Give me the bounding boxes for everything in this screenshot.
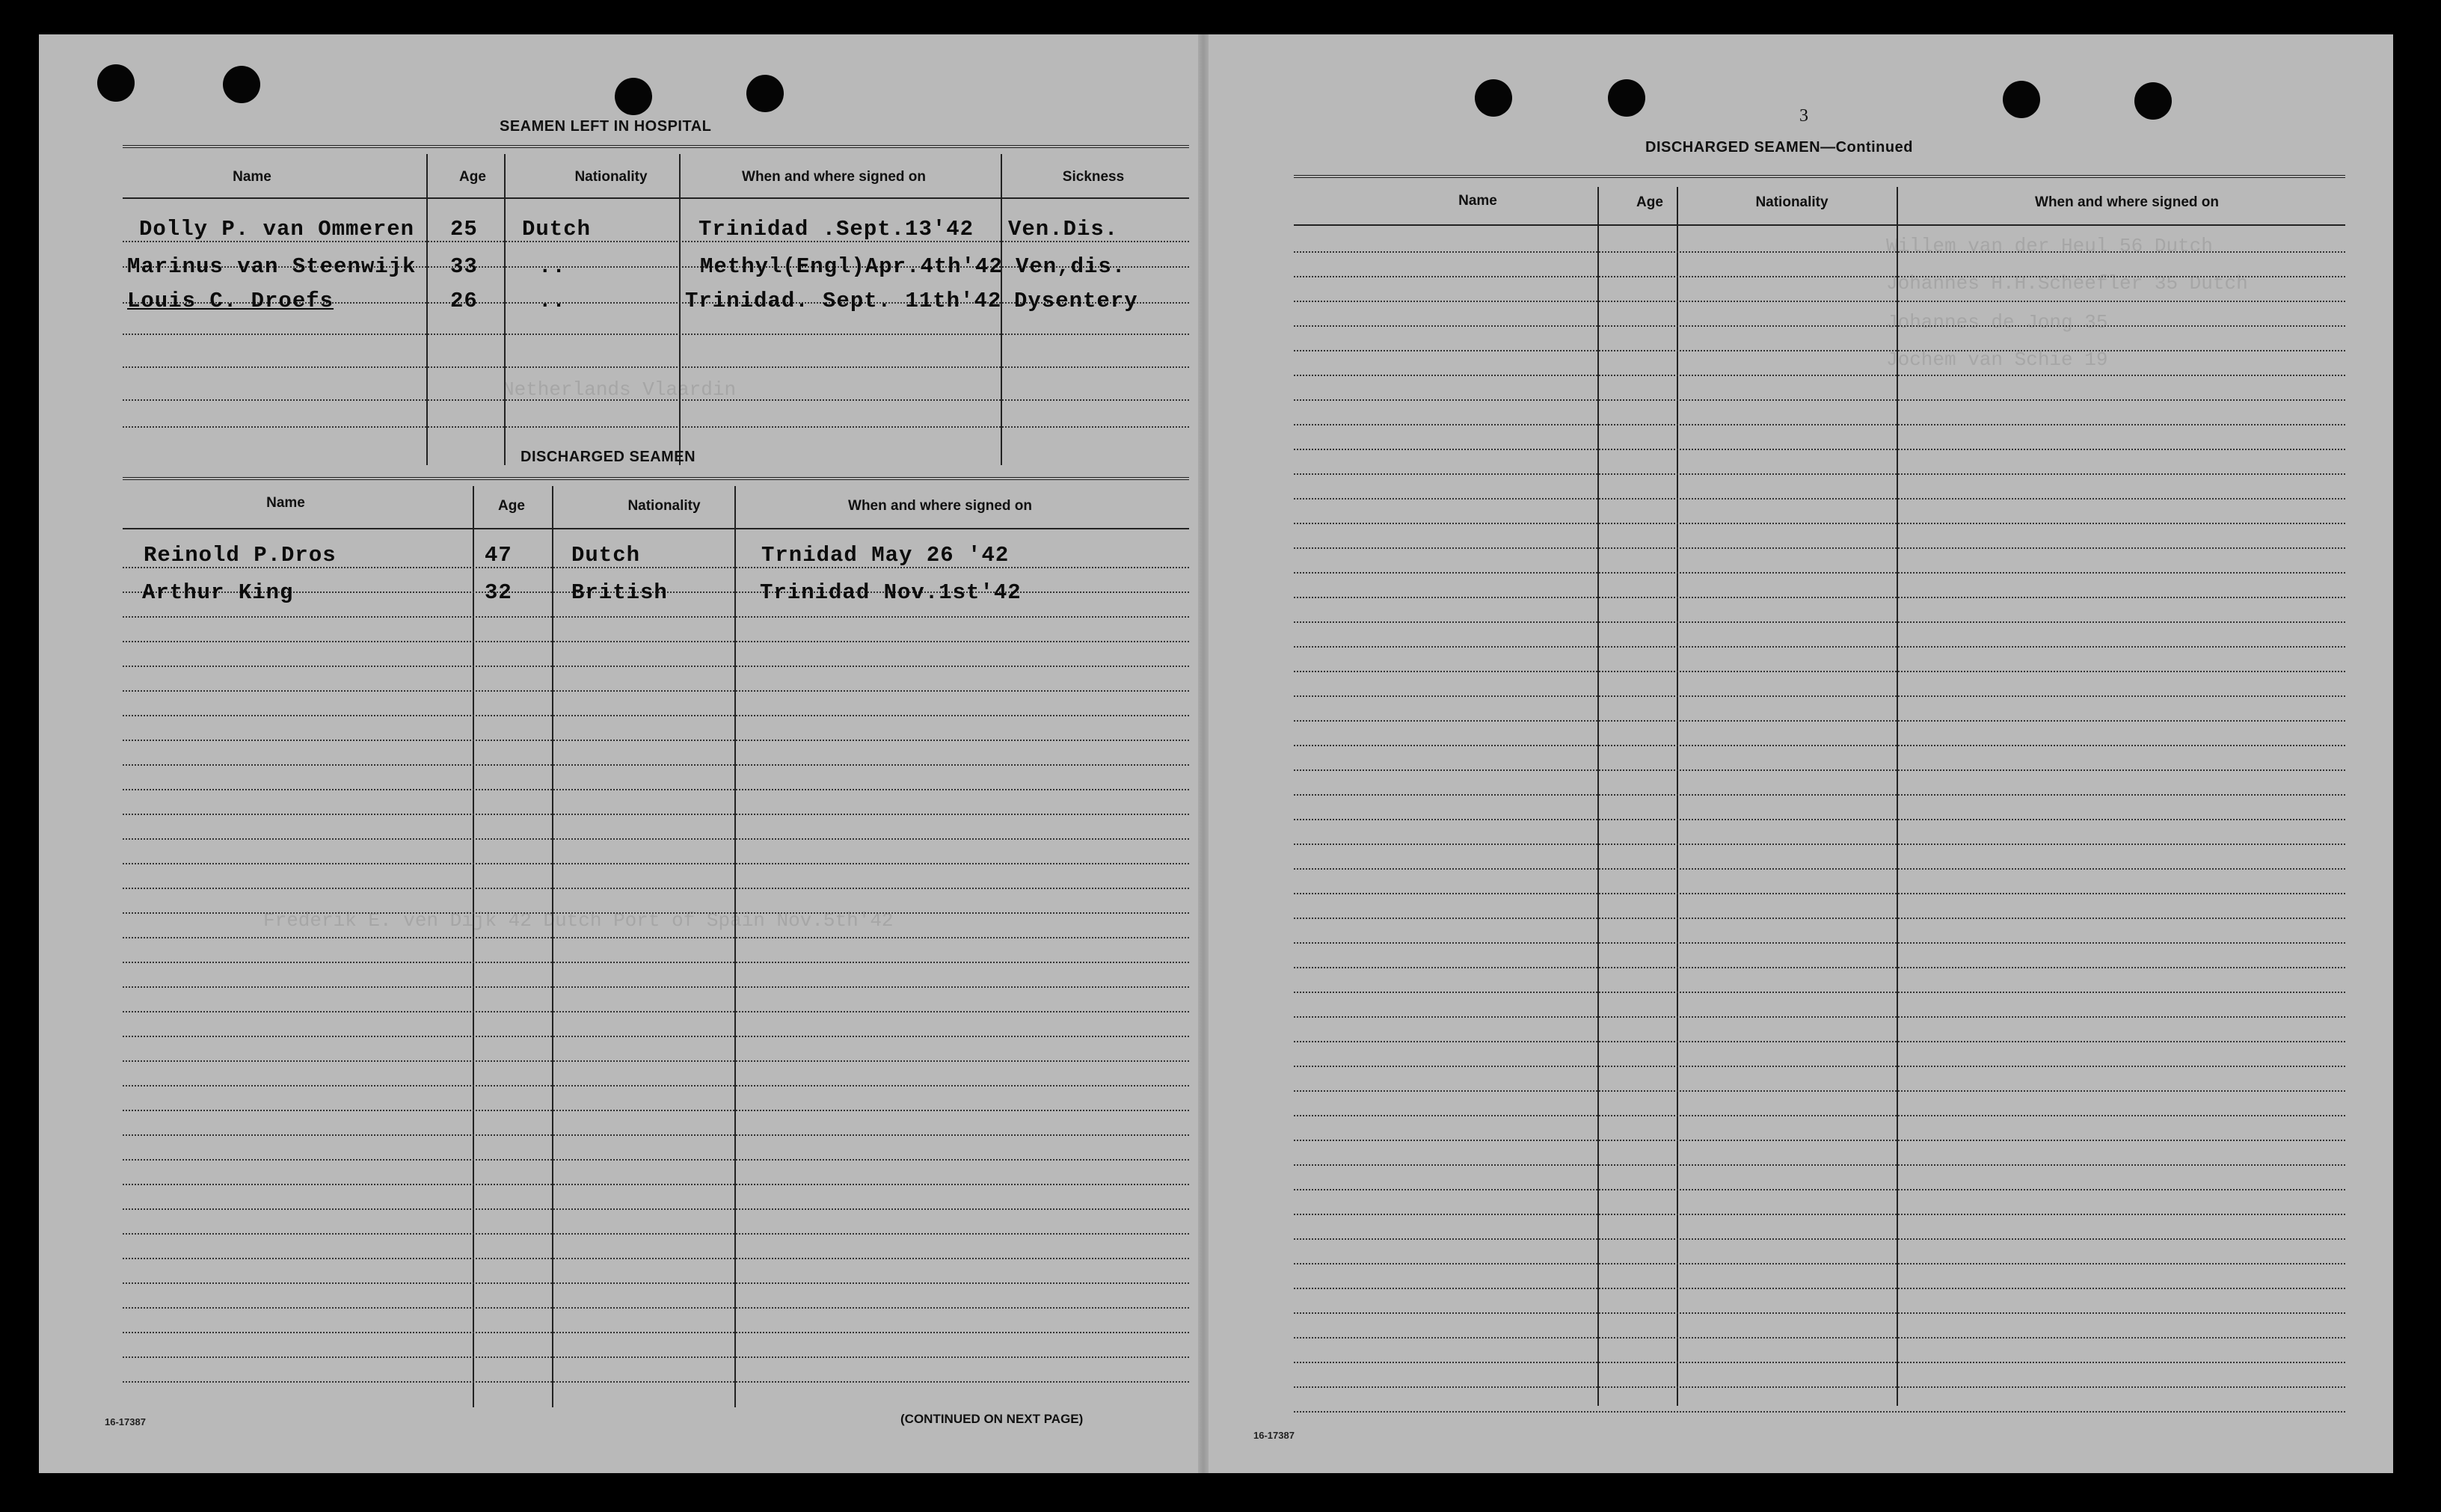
ruled-line: [1294, 843, 2345, 845]
ruled-line: [1294, 745, 2345, 746]
ruled-line: [1294, 572, 2345, 574]
ruled-line: [123, 814, 1189, 815]
ruled-line: [1294, 325, 2345, 327]
ruled-line: [1294, 1115, 2345, 1116]
ruled-line: [123, 616, 1189, 618]
ruled-line: [1294, 1189, 2345, 1190]
discharged-row-1-age: 47: [485, 543, 512, 568]
bleed-through-text: Johannes H.H.Scheefler 35 Dutch: [1886, 272, 2248, 295]
bleed-through-text: Netherlands Vlaardin: [503, 378, 737, 401]
ruled-line: [123, 962, 1189, 963]
hospital-row-3-sickness: Dysentery: [1014, 289, 1138, 313]
ruled-line: [123, 666, 1189, 667]
hospital-row-3-name: Louis C. Droefs: [127, 289, 334, 313]
ruled-line: [123, 1208, 1189, 1210]
ruled-line: [123, 1060, 1189, 1062]
ruled-line: [1294, 918, 2345, 919]
col-header-signed-on: When and where signed on: [848, 498, 1032, 514]
ruled-line: [123, 1282, 1189, 1284]
bleed-through-text: Frederik E. ven Dijk 42 Dutch Port of Spain Nov.5th'42: [263, 909, 894, 932]
ruled-line: [123, 764, 1189, 766]
ruled-line: [1294, 1140, 2345, 1141]
ruled-line: [1294, 375, 2345, 376]
hospital-row-2-nationality: ..: [538, 254, 566, 279]
page-number: 3: [1799, 106, 1808, 126]
continued-note: (CONTINUED ON NEXT PAGE): [900, 1412, 1084, 1426]
ruled-line: [1294, 1337, 2345, 1339]
ruled-line: [123, 1134, 1189, 1136]
ruled-line: [1294, 1411, 2345, 1413]
ruled-line: [123, 1085, 1189, 1087]
ruled-line: [1294, 301, 2345, 302]
ruled-line: [1294, 1312, 2345, 1314]
ruled-line: [123, 1233, 1189, 1235]
ruled-line: [1294, 1386, 2345, 1388]
ruled-line: [1294, 769, 2345, 771]
ruled-line: [1294, 992, 2345, 993]
ruled-line: [1294, 720, 2345, 722]
hospital-row-2-age: 33: [450, 254, 478, 279]
ruled-line: [123, 1110, 1189, 1111]
col-header-nationality: Nationality: [574, 169, 648, 185]
ruled-line: [1294, 1288, 2345, 1289]
ruled-line: [1294, 819, 2345, 820]
ruled-line: [1294, 893, 2345, 894]
hospital-row-1-signed-on: Trinidad .Sept.13'42: [698, 217, 974, 242]
discharged-row-1-nationality: Dutch: [571, 543, 641, 568]
ruled-line: [1294, 621, 2345, 623]
ruled-line: [123, 1011, 1189, 1012]
discharged-row-2-nationality: British: [571, 580, 668, 605]
ruled-line: [1294, 498, 2345, 500]
col-header-nationality: Nationality: [627, 498, 701, 514]
col-header-name: Name: [233, 169, 271, 185]
col-header-age: Age: [459, 169, 486, 185]
col-header-nationality: Nationality: [1755, 194, 1829, 210]
hospital-row-2-signed-on: Methyl(Engl)Apr.4th'42: [700, 254, 1003, 279]
ruled-line: [123, 838, 1189, 840]
col-header-name: Name: [1458, 193, 1497, 209]
ruled-line: [1294, 1016, 2345, 1018]
ruled-line: [1294, 449, 2345, 450]
col-header-name: Name: [266, 495, 305, 511]
ruled-line: [1294, 646, 2345, 648]
left-page: [39, 34, 1198, 1473]
bleed-through-text: Willem van der Heul 56 Dutch: [1886, 235, 2213, 257]
ruled-line: [123, 690, 1189, 692]
ruled-line: [1294, 1090, 2345, 1092]
ruled-line: [1294, 967, 2345, 968]
document-sheet: [39, 34, 2393, 1473]
ruled-line: [1294, 399, 2345, 401]
col-header-age: Age: [498, 498, 525, 514]
col-header-sickness: Sickness: [1062, 169, 1125, 185]
ruled-line: [123, 888, 1189, 889]
discharged-row-2-name: Arthur King: [142, 580, 294, 605]
discharged-row-1-signed-on: Trnidad May 26 '42: [761, 543, 1010, 568]
ruled-line: [1294, 1164, 2345, 1166]
ruled-line: [1294, 1238, 2345, 1240]
ruled-line: [123, 641, 1189, 642]
hospital-row-1-nationality: Dutch: [522, 217, 592, 242]
ruled-line: [123, 1036, 1189, 1037]
bleed-through-text: Jochem van Schie 19: [1886, 348, 2108, 371]
ruled-line: [123, 789, 1189, 790]
discharged-row-2-signed-on: Trinidad Nov.1st'42: [760, 580, 1022, 605]
ruled-line: [1294, 251, 2345, 253]
ruled-line: [123, 715, 1189, 716]
ruled-line: [1294, 671, 2345, 672]
discharged-section-title: DISCHARGED SEAMEN: [521, 449, 696, 465]
form-number: 16-17387: [1253, 1430, 1295, 1441]
right-page: [1209, 34, 2393, 1473]
ruled-line: [1294, 350, 2345, 351]
ruled-line: [1294, 1041, 2345, 1042]
hospital-section-title: SEAMEN LEFT IN HOSPITAL: [500, 118, 712, 135]
col-header-age: Age: [1636, 194, 1663, 210]
hospital-row-3-signed-on: Trinidad. Sept. 11th'42: [685, 289, 1002, 313]
ruled-line: [1294, 473, 2345, 475]
col-header-signed-on: When and where signed on: [742, 169, 926, 185]
ruled-line: [1294, 695, 2345, 697]
ruled-line: [1294, 597, 2345, 598]
ruled-line: [1294, 1263, 2345, 1264]
ruled-line: [123, 1184, 1189, 1185]
ruled-line: [123, 863, 1189, 864]
form-number: 16-17387: [105, 1416, 146, 1428]
ruled-line: [1294, 276, 2345, 277]
ruled-line: [123, 1159, 1189, 1161]
hospital-row-1-sickness: Ven.Dis.: [1008, 217, 1119, 242]
ruled-line: [123, 912, 1189, 914]
ruled-line: [1294, 942, 2345, 944]
discharged-row-2-age: 32: [485, 580, 512, 605]
ruled-line: [123, 937, 1189, 938]
ruled-line: [123, 1381, 1189, 1383]
ruled-line: [123, 1356, 1189, 1358]
ruled-line: [1294, 794, 2345, 796]
hospital-row-3-nationality: ..: [538, 289, 566, 313]
ruled-line: [123, 1307, 1189, 1309]
discharged-row-1-name: Reinold P.Dros: [144, 543, 337, 568]
ruled-line: [123, 986, 1189, 988]
ruled-line: [123, 1258, 1189, 1259]
ruled-line: [1294, 868, 2345, 870]
hospital-row-1-age: 25: [450, 217, 478, 242]
hospital-row-2-name: Marinus van Steenwijk: [127, 254, 417, 279]
ruled-line: [123, 740, 1189, 741]
ruled-line: [1294, 1362, 2345, 1363]
ruled-line: [1294, 1214, 2345, 1215]
discharged-continued-title: DISCHARGED SEAMEN—Continued: [1645, 139, 1913, 156]
ruled-line: [1294, 547, 2345, 549]
ruled-line: [1294, 523, 2345, 524]
ruled-line: [123, 1332, 1189, 1333]
col-header-signed-on: When and where signed on: [2035, 194, 2219, 210]
bleed-through-text: Johannes de Jong 35: [1886, 311, 2108, 334]
ruled-line: [1294, 424, 2345, 425]
hospital-row-2-sickness: Ven,dis.: [1016, 254, 1126, 279]
page-fold: [1198, 34, 1209, 1473]
ruled-line: [1294, 1066, 2345, 1067]
hospital-row-3-age: 26: [450, 289, 478, 313]
hospital-row-1-name: Dolly P. van Ommeren: [139, 217, 415, 242]
